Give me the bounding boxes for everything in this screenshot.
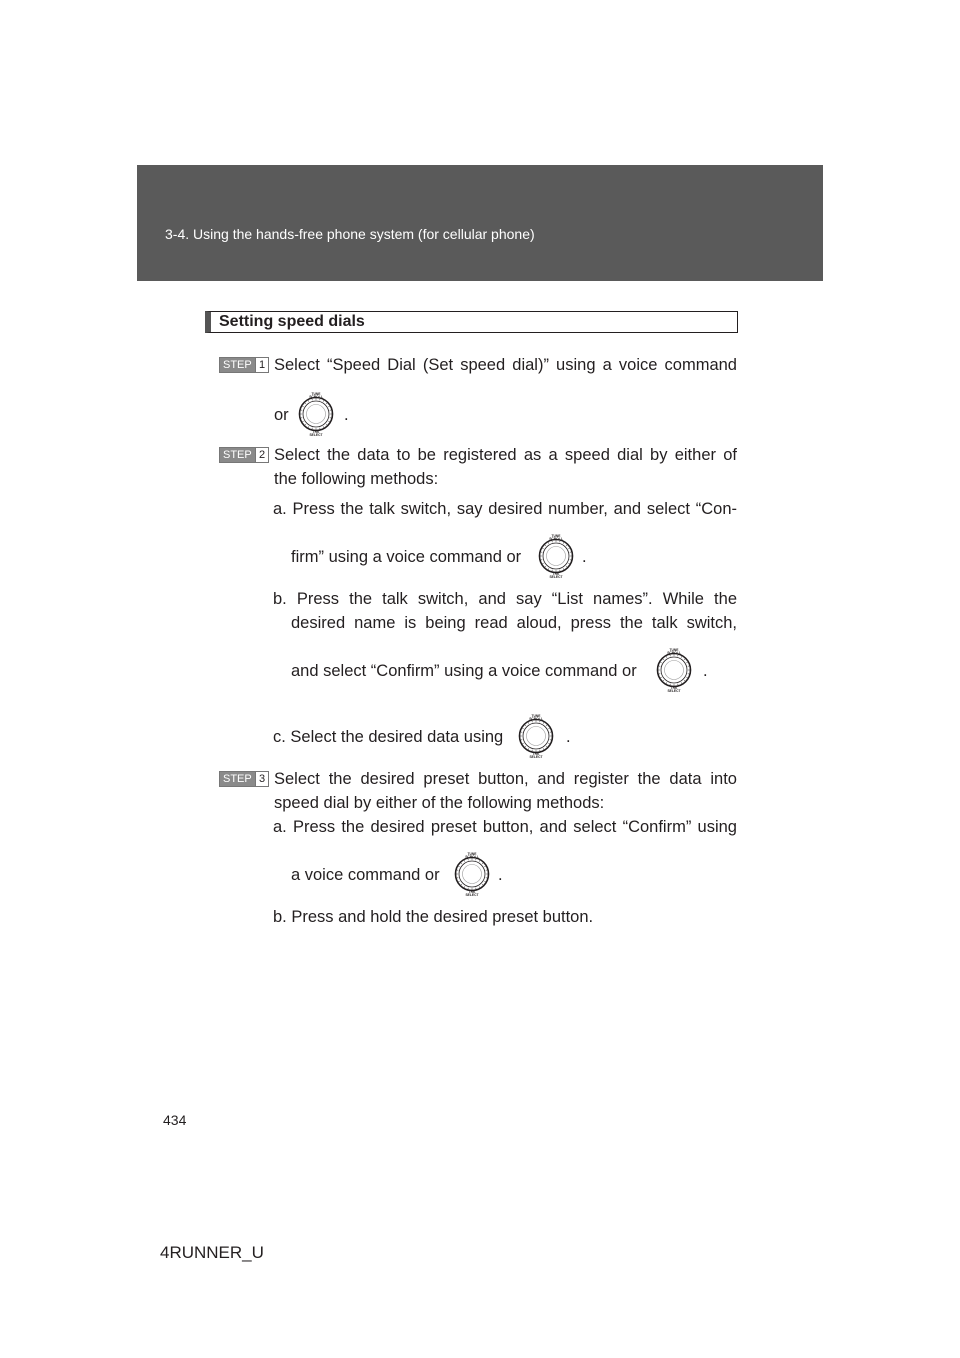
step-1-line-2: or [274,406,289,424]
step-3-badge: STEP 3 [219,771,269,787]
svg-text:TUNE: TUNE [311,392,321,396]
svg-text:TRK: TRK [468,889,476,894]
svg-text:SCROLL: SCROLL [529,717,543,722]
step-3-line-1: Select the desired preset button, and register the data into [274,770,737,788]
svg-text:TRK: TRK [312,429,320,434]
header-band [137,165,823,281]
step-2-c-period: . [566,728,571,746]
svg-text:SCROLL: SCROLL [465,855,479,860]
tune-scroll-dial-icon [450,852,494,896]
step-3-a-period: . [498,866,503,884]
step-2-a-line-1: a. Press the talk switch, say desired number, and select “Con- [273,500,737,518]
step-2-line-2: the following methods: [274,470,439,488]
step-3-a-line-1: a. Press the desired preset button, and select “Confirm” using [273,818,737,836]
tune-scroll-dial-icon-graphic [652,648,696,692]
svg-text:TUNE: TUNE [551,534,561,538]
svg-text:SELECT: SELECT [465,893,479,896]
svg-text:SCROLL: SCROLL [667,651,681,656]
svg-text:TUNE: TUNE [467,852,477,856]
step-2-b-line-3: and select “Confirm” using a voice command or [291,662,637,680]
step-2-c-line-1: c. Select the desired data using [273,728,504,746]
tune-scroll-dial-icon-graphic [514,714,558,758]
svg-text:SELECT: SELECT [667,689,681,692]
step-1-period: . [344,406,349,424]
step-2-line-1: Select the data to be registered as a speed dial by either of [274,446,737,464]
tune-scroll-dial-icon [514,714,558,758]
step-3-line-2: speed dial by either of the following methods: [274,794,605,812]
step-2-a-period: . [582,548,587,566]
step-1-line-1: Select “Speed Dial (Set speed dial)” using a voice command [274,356,737,374]
step-2-a-line-2: firm” using a voice command or [291,548,522,566]
step-2-b-period: . [703,662,708,680]
model-code: 4RUNNER_U [160,1243,264,1262]
svg-text:TRK: TRK [552,571,560,576]
section-title [205,311,738,333]
step-3-b-line-1: b. Press and hold the desired preset button. [273,908,594,926]
svg-text:SELECT: SELECT [549,575,563,578]
section-title-text: Setting speed dials [219,313,365,330]
chapter-heading: 3-4. Using the hands-free phone system (for cellular phone) [165,226,535,242]
svg-text:SCROLL: SCROLL [549,537,563,542]
step-3-a-line-2: a voice command or [291,866,440,884]
svg-text:TRK: TRK [532,751,540,756]
step-2-b-line-2: desired name is being read aloud, press the talk switch, [291,614,737,632]
step-1-badge: STEP 1 [219,357,269,373]
tune-scroll-dial-icon-graphic [294,392,338,436]
svg-text:SELECT: SELECT [529,755,543,758]
step-2-badge: STEP 2 [219,447,269,463]
page-number: 434 [163,1112,187,1128]
svg-text:SELECT: SELECT [309,433,323,436]
svg-text:TUNE: TUNE [669,648,679,652]
tune-scroll-dial-icon [652,648,696,692]
tune-scroll-dial-icon-graphic [450,852,494,896]
tune-scroll-dial-icon-graphic [534,534,578,578]
step-2-b-line-1: b. Press the talk switch, and say “List names”. While the [273,590,737,608]
svg-text:TRK: TRK [670,685,678,690]
tune-scroll-dial-icon [294,392,338,436]
tune-scroll-dial-icon [534,534,578,578]
svg-text:SCROLL: SCROLL [309,395,323,400]
svg-text:TUNE: TUNE [531,714,541,718]
